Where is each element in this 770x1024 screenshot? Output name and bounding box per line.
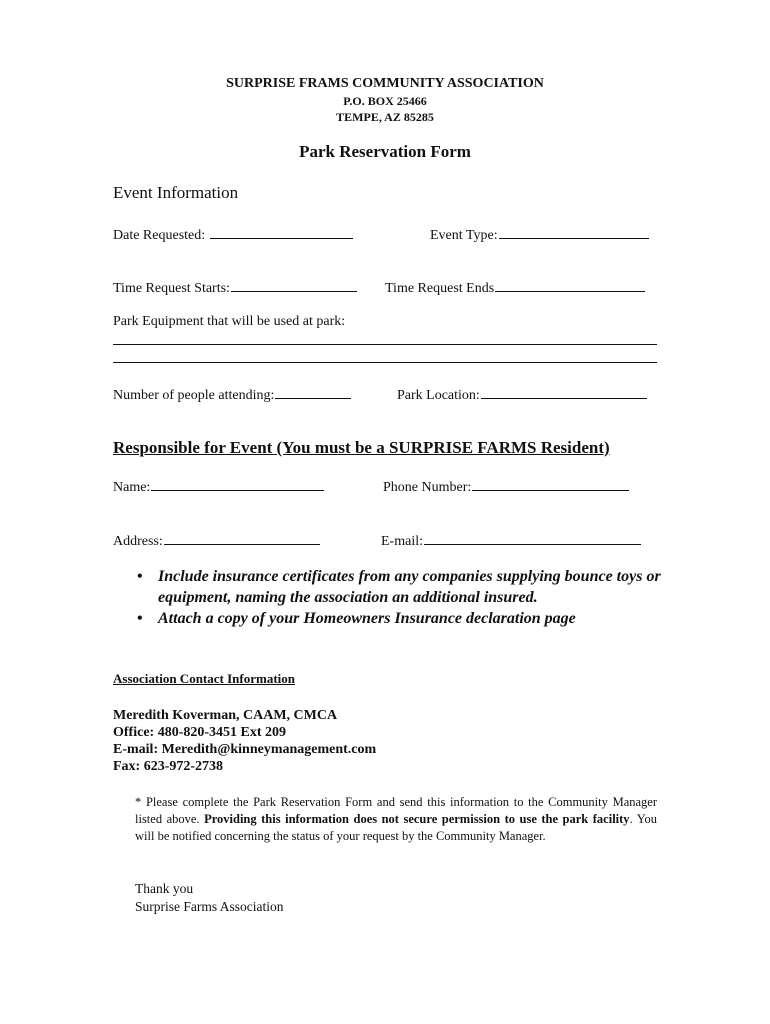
event-type-field[interactable] (430, 225, 649, 244)
email-label: E-mail: (381, 534, 423, 549)
time-ends-line (495, 278, 645, 292)
time-starts-label: Time Request Starts: (113, 281, 230, 296)
location-field[interactable] (397, 385, 647, 404)
event-type-line (499, 225, 649, 239)
contact-office: Office: 480-820-3451 Ext 209 (113, 725, 287, 740)
phone-line (472, 477, 629, 491)
list-item: • Include insurance certificates from any companies supplying bounce toys or equipment, naming the association an additional insured. (137, 568, 661, 606)
date-requested-field[interactable] (113, 225, 353, 244)
org-name: SURPRISE FRAMS COMMUNITY ASSOCIATION (226, 76, 544, 91)
contact-heading: Association Contact Information (113, 671, 295, 686)
people-label: Number of people attending: (113, 388, 275, 403)
date-requested-label: Date Requested: (113, 228, 206, 243)
requirements-list (113, 566, 673, 629)
instructions-note: * Please complete the Park Reservation Form and send this information to the Community Manager listed above. Providing this information does not secure permission to use the park facility. You will be notified concerning the status of your request by the Community Manager. (135, 795, 658, 843)
closing-thanks: Thank you (135, 881, 194, 896)
equipment-label: Park Equipment that will be used at park: (113, 314, 346, 329)
location-line (481, 385, 647, 399)
list-item: • Attach a copy of your Homeowners Insurance declaration page (137, 610, 576, 627)
people-line (275, 385, 351, 399)
contact-email: E-mail: Meredith@kinneymanagement.com (113, 742, 377, 757)
contact-fax: Fax: 623-972-2738 (113, 759, 224, 774)
po-box: P.O. BOX 25466 (343, 94, 427, 108)
people-field[interactable] (113, 385, 351, 404)
email-line (424, 531, 641, 545)
address-line (164, 531, 320, 545)
bullet-icon: • (137, 610, 143, 627)
bullet-icon: • (137, 568, 143, 585)
address-label: Address: (113, 534, 163, 549)
closing-signature: Surprise Farms Association (135, 899, 284, 914)
name-label: Name: (113, 480, 151, 495)
responsible-heading: Responsible for Event (You must be a SURPRISE FARMS Resident) (113, 438, 610, 457)
city-address: TEMPE, AZ 85285 (336, 110, 434, 124)
location-label: Park Location: (397, 388, 480, 403)
time-starts-field[interactable] (113, 278, 357, 297)
time-ends-label: Time Request Ends (385, 281, 495, 296)
event-info-heading: Event Information (113, 183, 239, 202)
name-field[interactable] (113, 477, 324, 496)
equipment-line-1[interactable] (113, 344, 657, 345)
address-field[interactable] (113, 531, 320, 550)
email-field[interactable] (381, 531, 641, 550)
equipment-line-2[interactable] (113, 362, 657, 363)
event-type-label: Event Type: (430, 228, 498, 243)
name-line (151, 477, 324, 491)
phone-label: Phone Number: (383, 480, 472, 495)
permission-warning: Providing this information does not secure permission to use the park facility (204, 812, 630, 826)
phone-field[interactable] (383, 477, 629, 496)
form-title: Park Reservation Form (299, 142, 471, 161)
time-starts-line (231, 278, 357, 292)
time-ends-field[interactable] (385, 278, 645, 297)
contact-name: Meredith Koverman, CAAM, CMCA (113, 708, 338, 723)
date-requested-line (210, 225, 353, 239)
